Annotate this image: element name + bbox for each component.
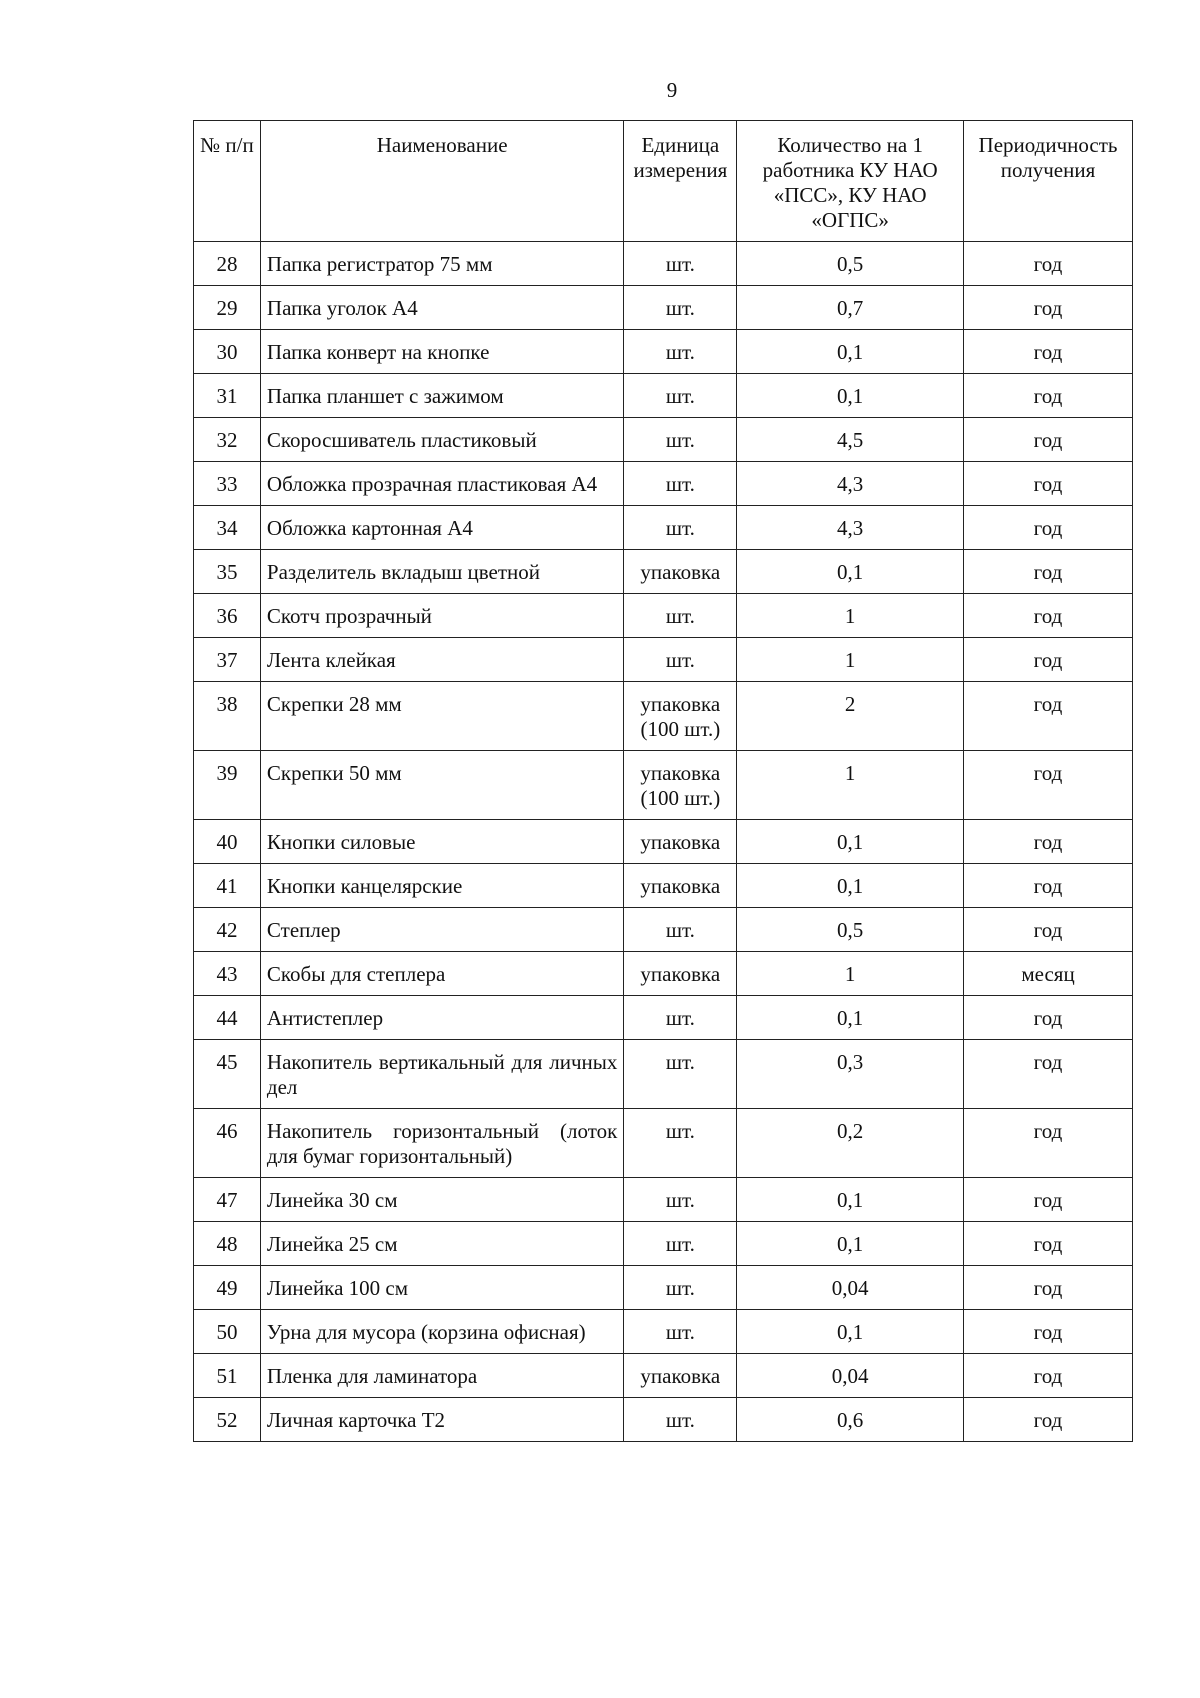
item-name: Лента клейкая [260, 638, 623, 682]
receipt-periodicity: год [964, 682, 1133, 751]
quantity-per-worker: 1 [737, 952, 964, 996]
item-name: Обложка картонная А4 [260, 506, 623, 550]
item-name: Папка планшет с зажимом [260, 374, 623, 418]
quantity-per-worker: 1 [737, 751, 964, 820]
quantity-per-worker: 2 [737, 682, 964, 751]
quantity-per-worker: 4,3 [737, 506, 964, 550]
table-row [194, 1266, 1133, 1310]
table-row [194, 506, 1133, 550]
quantity-per-worker: 0,2 [737, 1109, 964, 1178]
receipt-periodicity: месяц [964, 952, 1133, 996]
item-name: Накопитель вертикальный для личных дел [260, 1040, 623, 1109]
quantity-per-worker: 0,1 [737, 550, 964, 594]
table-body [194, 242, 1133, 1442]
unit-of-measure: шт. [624, 1310, 737, 1354]
table-row [194, 374, 1133, 418]
unit-of-measure: шт. [624, 1266, 737, 1310]
receipt-periodicity: год [964, 242, 1133, 286]
table-row [194, 462, 1133, 506]
row-number: 40 [194, 820, 261, 864]
table-row [194, 864, 1133, 908]
table-row [194, 594, 1133, 638]
unit-of-measure: упаковка (100 шт.) [624, 751, 737, 820]
table-row [194, 1040, 1133, 1109]
unit-of-measure: упаковка [624, 1354, 737, 1398]
unit-of-measure: шт. [624, 1222, 737, 1266]
quantity-per-worker: 0,04 [737, 1266, 964, 1310]
item-name: Скобы для степлера [260, 952, 623, 996]
receipt-periodicity: год [964, 864, 1133, 908]
table-row [194, 1222, 1133, 1266]
quantity-per-worker: 0,1 [737, 330, 964, 374]
unit-of-measure: упаковка [624, 820, 737, 864]
unit-of-measure: упаковка (100 шт.) [624, 682, 737, 751]
quantity-per-worker: 1 [737, 594, 964, 638]
row-number: 33 [194, 462, 261, 506]
quantity-per-worker: 0,1 [737, 864, 964, 908]
unit-of-measure: шт. [624, 330, 737, 374]
header-num: № п/п [194, 121, 261, 242]
quantity-per-worker: 4,3 [737, 462, 964, 506]
row-number: 31 [194, 374, 261, 418]
row-number: 38 [194, 682, 261, 751]
row-number: 42 [194, 908, 261, 952]
quantity-per-worker: 0,1 [737, 1310, 964, 1354]
receipt-periodicity: год [964, 820, 1133, 864]
row-number: 48 [194, 1222, 261, 1266]
unit-of-measure: шт. [624, 1178, 737, 1222]
receipt-periodicity: год [964, 908, 1133, 952]
row-number: 30 [194, 330, 261, 374]
unit-of-measure: шт. [624, 1040, 737, 1109]
quantity-per-worker: 1 [737, 638, 964, 682]
supplies-table [193, 120, 1133, 1442]
receipt-periodicity: год [964, 330, 1133, 374]
item-name: Папка регистратор 75 мм [260, 242, 623, 286]
quantity-per-worker: 0,1 [737, 1178, 964, 1222]
table-row [194, 638, 1133, 682]
header-periodicity: Периодичность получения [964, 121, 1133, 242]
row-number: 36 [194, 594, 261, 638]
row-number: 28 [194, 242, 261, 286]
table-row [194, 820, 1133, 864]
unit-of-measure: шт. [624, 286, 737, 330]
receipt-periodicity: год [964, 506, 1133, 550]
unit-of-measure: шт. [624, 506, 737, 550]
row-number: 29 [194, 286, 261, 330]
unit-of-measure: упаковка [624, 864, 737, 908]
quantity-per-worker: 0,1 [737, 996, 964, 1040]
receipt-periodicity: год [964, 1040, 1133, 1109]
table-row [194, 1178, 1133, 1222]
item-name: Скотч прозрачный [260, 594, 623, 638]
item-name: Пленка для ламинатора [260, 1354, 623, 1398]
receipt-periodicity: год [964, 996, 1133, 1040]
quantity-per-worker: 0,1 [737, 820, 964, 864]
table-header [194, 121, 1133, 242]
receipt-periodicity: год [964, 751, 1133, 820]
receipt-periodicity: год [964, 1266, 1133, 1310]
row-number: 45 [194, 1040, 261, 1109]
unit-of-measure: шт. [624, 462, 737, 506]
table-row [194, 550, 1133, 594]
item-name: Обложка прозрачная пластиковая А4 [260, 462, 623, 506]
table-row [194, 286, 1133, 330]
unit-of-measure: шт. [624, 996, 737, 1040]
receipt-periodicity: год [964, 550, 1133, 594]
unit-of-measure: упаковка [624, 550, 737, 594]
quantity-per-worker: 0,7 [737, 286, 964, 330]
quantity-per-worker: 0,1 [737, 374, 964, 418]
unit-of-measure: шт. [624, 374, 737, 418]
table-row [194, 682, 1133, 751]
header-name: Наименование [260, 121, 623, 242]
item-name: Личная карточка Т2 [260, 1398, 623, 1442]
page-number: 9 [666, 78, 678, 102]
row-number: 50 [194, 1310, 261, 1354]
table-row [194, 418, 1133, 462]
quantity-per-worker: 0,5 [737, 242, 964, 286]
header-unit: Единица измерения [624, 121, 737, 242]
item-name: Степлер [260, 908, 623, 952]
unit-of-measure: шт. [624, 908, 737, 952]
receipt-periodicity: год [964, 1398, 1133, 1442]
table-row [194, 996, 1133, 1040]
row-number: 49 [194, 1266, 261, 1310]
row-number: 51 [194, 1354, 261, 1398]
table-row [194, 242, 1133, 286]
item-name: Скрепки 28 мм [260, 682, 623, 751]
item-name: Папка уголок А4 [260, 286, 623, 330]
table-row [194, 751, 1133, 820]
header-row [194, 121, 1133, 242]
quantity-per-worker: 0,6 [737, 1398, 964, 1442]
item-name: Антистеплер [260, 996, 623, 1040]
receipt-periodicity: год [964, 594, 1133, 638]
item-name: Скрепки 50 мм [260, 751, 623, 820]
unit-of-measure: шт. [624, 594, 737, 638]
quantity-per-worker: 0,3 [737, 1040, 964, 1109]
receipt-periodicity: год [964, 638, 1133, 682]
row-number: 41 [194, 864, 261, 908]
quantity-per-worker: 0,04 [737, 1354, 964, 1398]
item-name: Урна для мусора (корзина офисная) [260, 1310, 623, 1354]
table-row [194, 1310, 1133, 1354]
item-name: Кнопки силовые [260, 820, 623, 864]
receipt-periodicity: год [964, 1310, 1133, 1354]
unit-of-measure: шт. [624, 1109, 737, 1178]
row-number: 43 [194, 952, 261, 996]
receipt-periodicity: год [964, 418, 1133, 462]
item-name: Линейка 30 см [260, 1178, 623, 1222]
row-number: 44 [194, 996, 261, 1040]
item-name: Разделитель вкладыш цветной [260, 550, 623, 594]
item-name: Кнопки канцелярские [260, 864, 623, 908]
item-name: Линейка 100 см [260, 1266, 623, 1310]
unit-of-measure: упаковка [624, 952, 737, 996]
unit-of-measure: шт. [624, 418, 737, 462]
item-name: Папка конверт на кнопке [260, 330, 623, 374]
receipt-periodicity: год [964, 374, 1133, 418]
row-number: 39 [194, 751, 261, 820]
table-row [194, 1398, 1133, 1442]
receipt-periodicity: год [964, 1354, 1133, 1398]
header-quantity: Количество на 1 работника КУ НАО «ПСС», КУ НАО «ОГПС» [737, 121, 964, 242]
quantity-per-worker: 0,5 [737, 908, 964, 952]
receipt-periodicity: год [964, 286, 1133, 330]
quantity-per-worker: 0,1 [737, 1222, 964, 1266]
table-row [194, 330, 1133, 374]
quantity-per-worker: 4,5 [737, 418, 964, 462]
item-name: Накопитель горизонтальный (лоток для бумаг горизонтальный) [260, 1109, 623, 1178]
unit-of-measure: шт. [624, 1398, 737, 1442]
receipt-periodicity: год [964, 1109, 1133, 1178]
receipt-periodicity: год [964, 1222, 1133, 1266]
row-number: 35 [194, 550, 261, 594]
table-row [194, 952, 1133, 996]
row-number: 34 [194, 506, 261, 550]
row-number: 46 [194, 1109, 261, 1178]
row-number: 32 [194, 418, 261, 462]
row-number: 37 [194, 638, 261, 682]
row-number: 47 [194, 1178, 261, 1222]
table-row [194, 1354, 1133, 1398]
table-row [194, 908, 1133, 952]
receipt-periodicity: год [964, 462, 1133, 506]
unit-of-measure: шт. [624, 638, 737, 682]
item-name: Линейка 25 см [260, 1222, 623, 1266]
unit-of-measure: шт. [624, 242, 737, 286]
table-row [194, 1109, 1133, 1178]
receipt-periodicity: год [964, 1178, 1133, 1222]
row-number: 52 [194, 1398, 261, 1442]
item-name: Скоросшиватель пластиковый [260, 418, 623, 462]
